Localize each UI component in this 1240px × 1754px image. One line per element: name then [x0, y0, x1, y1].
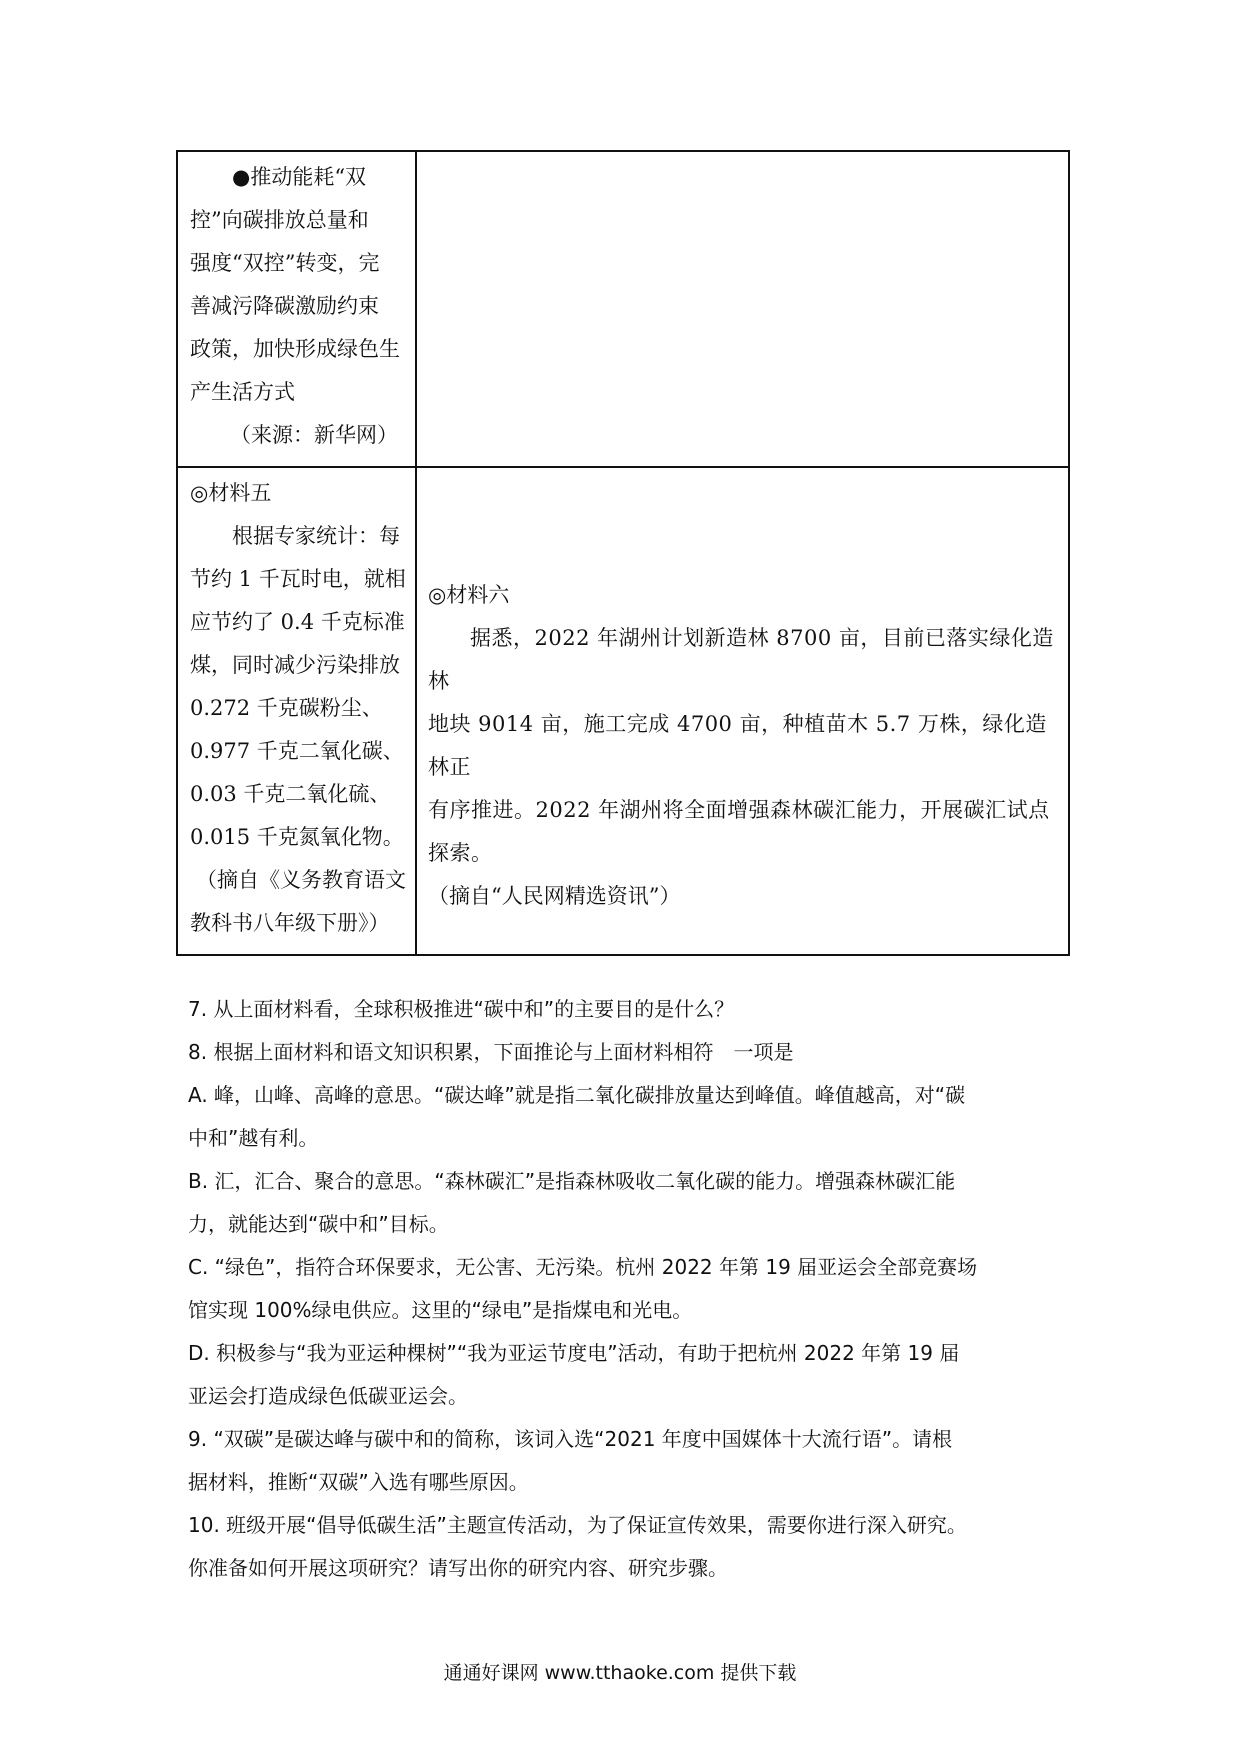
questions-section — [188, 988, 1068, 1590]
option-line: B. 汇，汇合、聚合的意思。“森林碳汇”是指森林吸收二氧化碳的能力。增强森林碳汇能 — [188, 1169, 956, 1193]
material-five-line: 根据专家统计：每 — [232, 524, 400, 548]
material-five-heading: ◎材料五 — [190, 481, 272, 505]
material-five-line: 0.977 千克二氧化碳、 — [190, 739, 404, 763]
material-five-cell — [190, 472, 408, 945]
material-four-line: 善减污降碳激励约束 — [190, 294, 379, 318]
materials-table — [176, 150, 1070, 956]
material-five-line: 0.03 千克二氧化硫、 — [190, 782, 391, 806]
question-line: 8. 根据上面材料和语文知识积累，下面推论与上面材料相符 一项是 — [188, 1040, 794, 1064]
material-six-line: 地块 9014 亩，施工完成 4700 亩，种植苗木 5.7 万株，绿化造林正 — [428, 712, 1047, 779]
question-line: 据材料，推断“双碳”入选有哪些原因。 — [188, 1470, 529, 1494]
material-four-line: 产生活方式 — [190, 380, 295, 404]
material-four-line: 强度“双控”转变，完 — [190, 251, 380, 275]
option-line: 中和”越有利。 — [188, 1126, 319, 1150]
page-footer: 通通好课网 www.tthaoke.com 提供下载 — [443, 1662, 797, 1684]
material-five-line: 应节约了 0.4 千克标准 — [190, 610, 405, 634]
option-line: C. “绿色”，指符合环保要求，无公害、无污染。杭州 2022 年第 19 届亚运会全部竞赛场 — [188, 1255, 978, 1279]
question-line: 10. 班级开展“倡导低碳生活”主题宣传活动，为了保证宣传效果，需要你进行深入研究。 — [188, 1513, 967, 1537]
material-five-line: 0.015 千克氮氧化物。 — [190, 825, 404, 849]
material-five-source: （摘自《义务教育语文 — [196, 868, 406, 892]
material-six-line: 探索。 — [428, 841, 493, 865]
option-line: A. 峰，山峰、高峰的意思。“碳达峰”就是指二氧化碳排放量达到峰值。峰值越高，对“碳 — [188, 1083, 966, 1107]
material-five-line: 节约 1 千瓦时电，就相 — [190, 567, 406, 591]
material-five-line: 0.272 千克碳粉尘、 — [190, 696, 383, 720]
material-six-source: （摘自“人民网精选资讯”） — [428, 884, 681, 908]
material-four-line: ●推动能耗“双 — [232, 165, 367, 189]
material-five-line: 煤，同时减少污染排放 — [190, 653, 400, 677]
material-four-source: （来源：新华网） — [230, 423, 398, 447]
material-four-continued-cell — [190, 156, 408, 457]
material-six-line: 有序推进。2022 年湖州将全面增强森林碳汇能力，开展碳汇试点 — [428, 798, 1050, 822]
question-line: 9. “双碳”是碳达峰与碳中和的简称，该词入选“2021 年度中国媒体十大流行语”。请根 — [188, 1427, 953, 1451]
option-line: 馆实现 100%绿电供应。这里的“绿电”是指煤电和光电。 — [188, 1298, 693, 1322]
option-line: 亚运会打造成绿色低碳亚运会。 — [188, 1384, 468, 1408]
material-four-line: 控”向碳排放总量和 — [190, 208, 369, 232]
material-four-line: 政策，加快形成绿色生 — [190, 337, 400, 361]
option-line: D. 积极参与“我为亚运种棵树”“我为亚运节度电”活动，有助于把杭州 2022 年第 19 届 — [188, 1341, 960, 1365]
question-line: 7. 从上面材料看，全球积极推进“碳中和”的主要目的是什么？ — [188, 997, 735, 1021]
question-line: 你准备如何开展这项研究？请写出你的研究内容、研究步骤。 — [188, 1556, 728, 1580]
table-row-divider — [178, 466, 1068, 468]
material-six-heading: ◎材料六 — [428, 583, 510, 607]
material-five-source: 教科书八年级下册》） — [190, 911, 390, 935]
option-line: 力，就能达到“碳中和”目标。 — [188, 1212, 449, 1236]
material-six-cell — [428, 574, 1058, 918]
material-six-line: 据悉，2022 年湖州计划新造林 8700 亩，目前已落实绿化造林 — [428, 626, 1054, 693]
table-column-divider — [415, 152, 417, 954]
